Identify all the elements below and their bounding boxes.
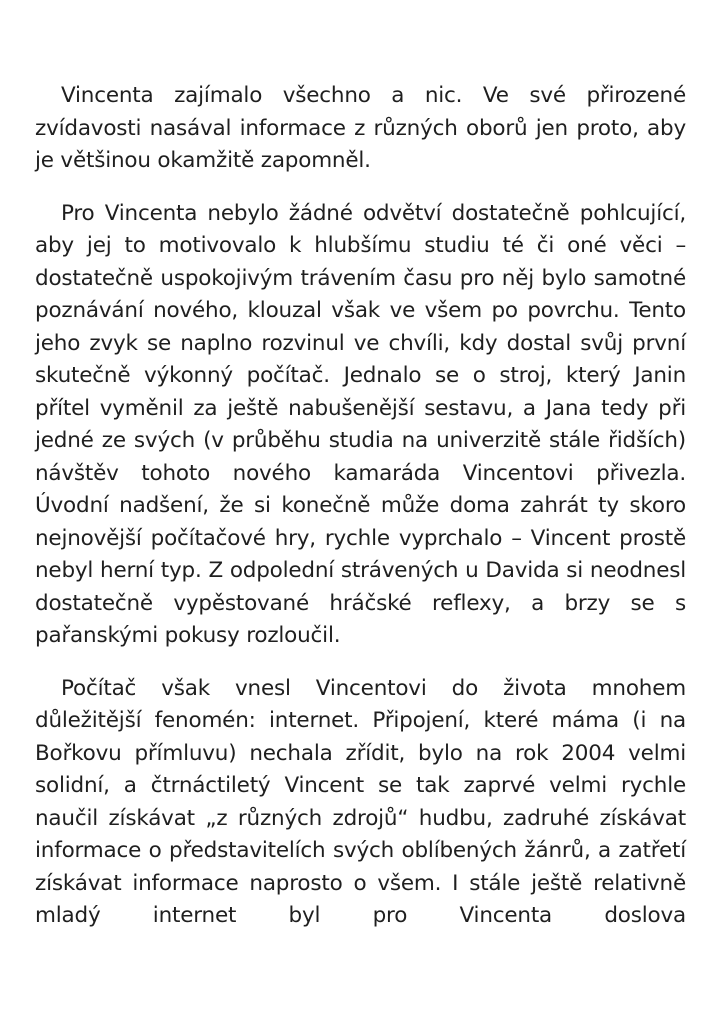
paragraph-2: Pro Vincenta nebylo žádné odvětví dostatečně pohlcující, aby jej to motivovalo k hlubšímu studiu té či oné věci – dostatečně uspokojivým trávením času pro něj bylo samotné poznávání nového, klouzal však ve všem po povrchu. Tento jeho zvyk se naplno rozvinul ve chvíli, kdy dostal svůj první skutečně výkonný počítač. Jednalo se o stroj, který Janin přítel vyměnil za ještě nabušenější sestavu, a Jana tedy při jedné ze svých (v průběhu studia na univerzitě stále řidších) návštěv tohoto nového kamaráda Vincentovi přivezla. Úvodní nadšení, že si konečně může doma zahrát ty skoro nejnovější počítačové hry, rychle vyprchalo – Vincent prostě nebyl herní typ. Z odpolední strávených u Davida si neodnesl dostatečně vypěstované hráčské reflexy, a brzy se s pařanskými pokusy rozloučil. [35, 200, 686, 648]
paragraph-1: Vincenta zajímalo všechno a nic. Ve své přirozené zvídavosti nasával informace z různých oborů jen proto, aby je většinou okamžitě zapomněl. [35, 83, 686, 173]
paragraph-3: Počítač však vnesl Vincentovi do života mnohem důležitější fenomén: internet. Připojení, které máma (i na Bořkovu přímluvu) nechala zřídit, bylo na rok 2004 velmi solidní, a čtrnáctiletý Vincent se tak zaprvé velmi rychle naučil získávat „z různých zdrojů“ hudbu, zadruhé získávat informace o představitelích svých oblíbených žánrů, a zatřetí získávat informace naprosto o všem. I stále ještě relativně mladý internet byl pro Vincenta doslova [35, 675, 686, 928]
